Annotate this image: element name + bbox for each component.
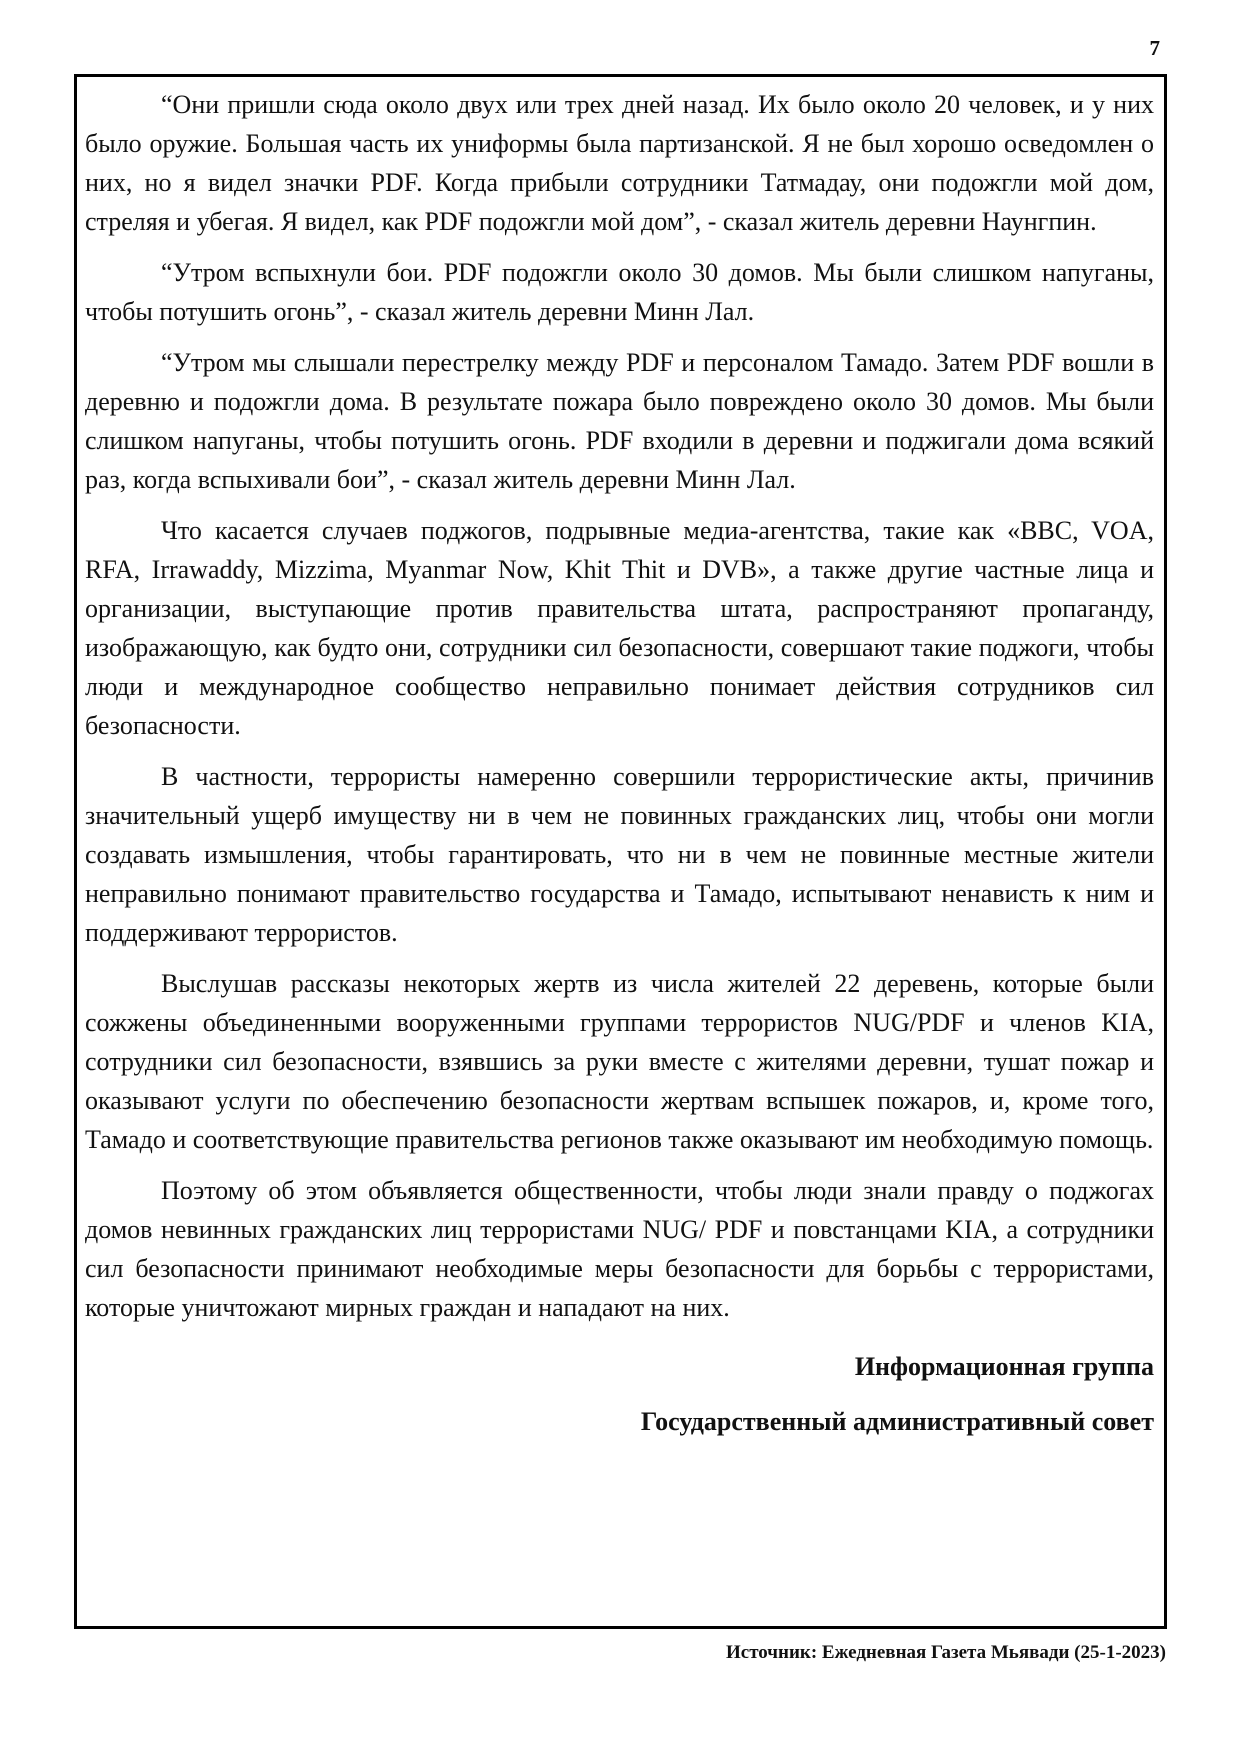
paragraph-6: Выслушав рассказы некоторых жертв из числа жителей 22 деревень, которые были сожжены объединенными вооруженными группами террористов NUG/PDF и членов KIA, сотрудники сил безопасности, взявшись за руки вместе с жителями деревни, тушат пожар и оказывают услуги по обеспечению безопасности жертвам вспышек пожаров, и, кроме того, Тамадо и соответствующие правительства регионов также оказывают им необходимую помощь. <box>85 969 1154 1154</box>
document-frame <box>74 74 1167 1629</box>
paragraph-1: “Они пришли сюда около двух или трех дней назад. Их было около 20 человек, и у них было оружие. Большая часть их униформы была партизанской. Я не был хорошо осведомлен о них, но я видел значки PDF. Когда прибыли сотрудники Татмадау, они подожгли мой дом, стреляя и убегая. Я видел, как PDF подожгли мой дом”, - сказал житель деревни Наунгпин. <box>85 90 1154 236</box>
signature-information-group: Информационная группа <box>854 1352 1154 1381</box>
source-citation: Источник: Ежедневная Газета Мьявади (25-1-2023) <box>726 1642 1166 1663</box>
signature-state-council: Государственный административный совет <box>640 1407 1154 1436</box>
paragraph-5: В частности, террористы намеренно совершили террористические акты, причинив значительный ущерб имуществу ни в чем не повинных гражданских лиц, чтобы они могли создавать измышления, чтобы гарантировать, что ни в чем не повинные местные жители неправильно понимают правительство государства и Тамадо, испытывают ненависть к ним и поддерживают террористов. <box>85 762 1154 947</box>
paragraph-2: “Утром вспыхнули бои. PDF подожгли около 30 домов. Мы были слишком напуганы, чтобы потушить огонь”, - сказал житель деревни Минн Лал. <box>85 258 1154 326</box>
paragraph-3: “Утром мы слышали перестрелку между PDF и персоналом Тамадо. Затем PDF вошли в деревню и подожгли дома. В результате пожара было повреждено около 30 домов. Мы были слишком напуганы, чтобы потушить огонь. PDF входили в деревни и поджигали дома всякий раз, когда вспыхивали бои”, - сказал житель деревни Минн Лал. <box>85 348 1154 494</box>
paragraph-7: Поэтому об этом объявляется общественности, чтобы люди знали правду о поджогах домов невинных гражданских лиц террористами NUG/ PDF и повстанцами KIA, а сотрудники сил безопасности принимают необходимые меры безопасности для борьбы с террористами, которые уничтожают мирных граждан и нападают на них. <box>85 1176 1154 1322</box>
page-number: 7 <box>1149 36 1160 60</box>
paragraph-4: Что касается случаев поджогов, подрывные медиа-агентства, такие как «BBC, VOA, RFA, Irrawaddy, Mizzima, Myanmar Now, Khit Thit и DVB», а также другие частные лица и организации, выступающие против правительства штата, распространяют пропаганду, изображающую, как будто они, сотрудники сил безопасности, совершают такие поджоги, чтобы люди и международное сообщество неправильно понимает действия сотрудников сил безопасности. <box>85 516 1154 740</box>
